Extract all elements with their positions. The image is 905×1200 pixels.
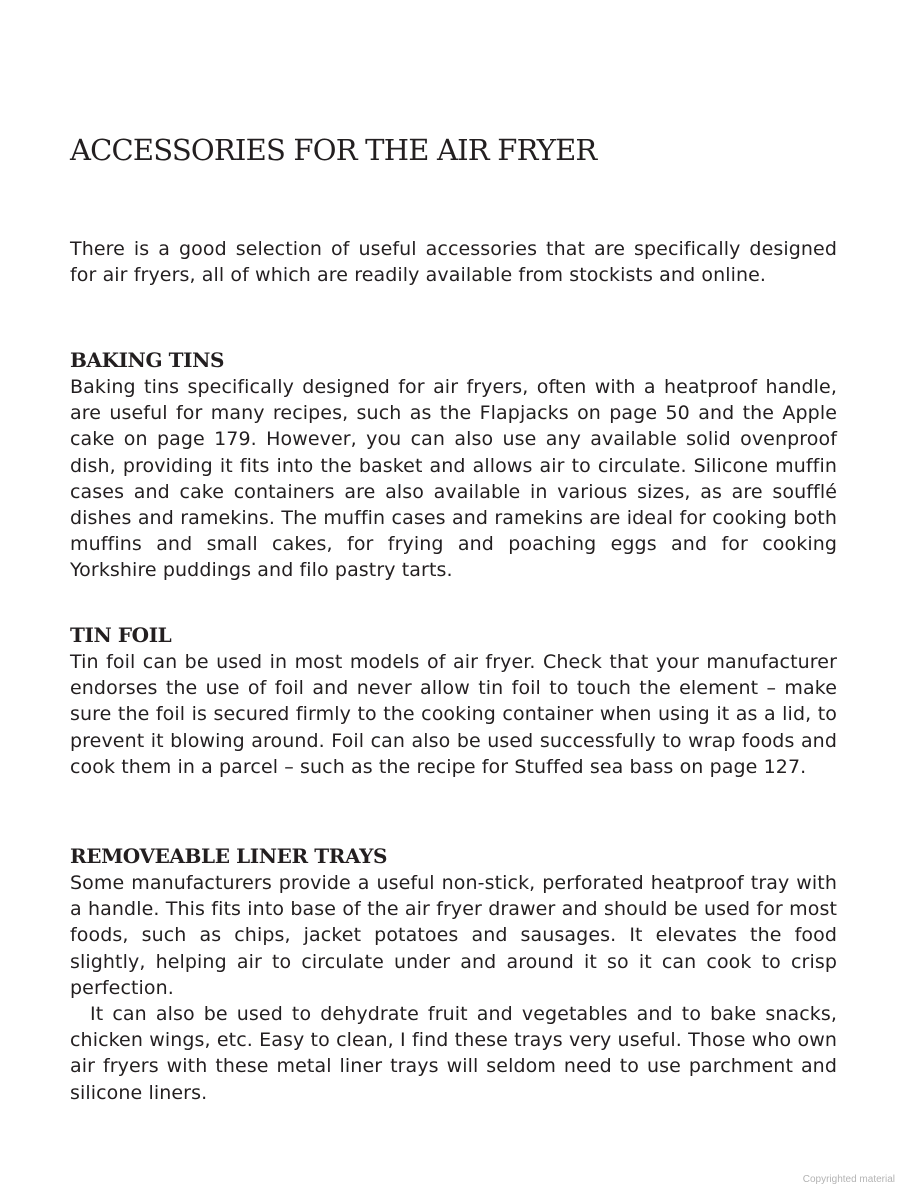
page-title: ACCESSORIES FOR THE AIR FRYER <box>70 133 597 167</box>
section-heading-baking-tins: BAKING TINS <box>70 348 225 372</box>
section-removeable-liner-trays <box>70 843 837 1106</box>
liner-trays-paragraph-1: Some manufacturers provide a useful non-stick, perforated heatproof tray with a handle. This fits into base of the air fryer drawer and should be used for most foods, such as chips, jacket potatoes and sausages. It elevates the food slightly, helping air to circulate under and around it so it can cook to crisp perfection. <box>70 872 837 999</box>
section-heading-tin-foil: TIN FOIL <box>70 623 172 647</box>
section-tin-foil <box>70 622 837 780</box>
section-baking-tins <box>70 347 837 584</box>
baking-tins-paragraph: Baking tins specifically designed for air fryers, often with a heatproof handle, are useful for many recipes, such as the Flapjacks on page 50 and the Apple cake on page 179. However, you can also use any available solid ovenproof dish, providing it fits into the basket and allows air to circulate. Silicone muffin cases and cake containers are also available in various sizes, as are soufflé dishes and ramekins. The muffin cases and ramekins are ideal for cooking both muffins and small cakes, for frying and poaching eggs and for cooking Yorkshire puddings and filo pastry tarts. <box>70 376 837 582</box>
intro-paragraph: There is a good selection of useful accessories that are specifically designed for air fryers, all of which are readily available from stockists and online. <box>70 238 837 287</box>
copyright-notice: Copyrighted material <box>802 1174 895 1185</box>
tin-foil-paragraph: Tin foil can be used in most models of air fryer. Check that your manufacturer endorses the use of foil and never allow tin foil to touch the element – make sure the foil is secured firmly to the cooking container when using it as a lid, to prevent it blowing around. Foil can also be used successfully to wrap foods and cook them in a parcel – such as the recipe for Stuffed sea bass on page 127. <box>70 651 837 778</box>
liner-trays-paragraph-2: It can also be used to dehydrate fruit and vegetables and to bake snacks, chicken wings, etc. Easy to clean, I find these trays very useful. Those who own air fryers with these metal liner trays will seldom need to use parchment and silicone liners. <box>70 1003 837 1104</box>
section-heading-removeable-liner-trays: REMOVEABLE LINER TRAYS <box>70 844 388 868</box>
